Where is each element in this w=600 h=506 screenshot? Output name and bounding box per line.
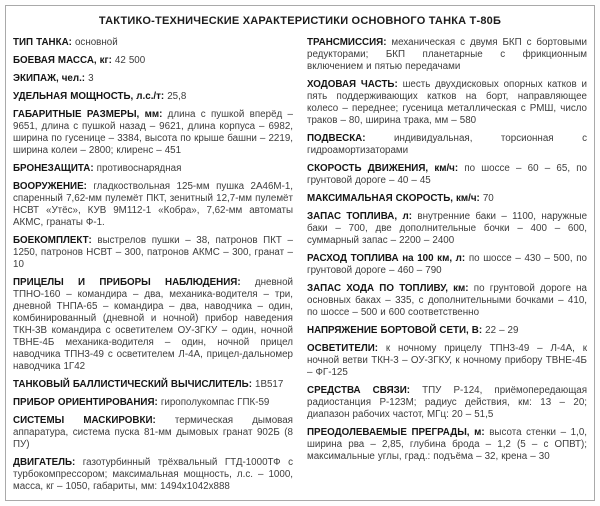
spec-value: ТПУ Р-124, приёмопередающая радиостанция Р-123М; радиус действия, км: 13 – 20; диапазон рабочих частот, МГц: 20 – 51,5	[307, 385, 588, 420]
spec-item	[13, 109, 293, 157]
spec-value: 3	[88, 73, 94, 84]
spec-label: УДЕЛЬНАЯ МОЩНОСТЬ, л.с./т:	[13, 91, 165, 102]
spec-value: газотурбинный трёхвальный ГТД-1000ТФ с турбокомпрессором; максимальная мощность, л.с. – 1000, масса, кг – 1050, габариты, мм: 1494х1042х888	[13, 457, 293, 492]
spec-value: 70	[482, 193, 494, 204]
spec-label: СИСТЕМЫ МАСКИРОВКИ:	[13, 415, 156, 426]
spec-item	[13, 457, 293, 493]
spec-label: ВООРУЖЕНИЕ:	[13, 181, 87, 192]
spec-item	[13, 73, 293, 85]
spec-value: по шоссе – 60 – 65, по грунтовой дороге – 40 – 45	[307, 163, 587, 186]
two-column-layout	[13, 37, 587, 499]
spec-label: СРЕДСТВА СВЯЗИ:	[307, 385, 411, 396]
spec-label: МАКСИМАЛЬНАЯ СКОРОСТЬ, км/ч:	[307, 193, 480, 204]
spec-value: гладкоствольная 125-мм пушка 2А46М-1, спаренный 7,62-мм пулемёт ПКТ, зенитный 12,7-мм пулемёт НСВТ «Утёс», КУВ 9М112-1 «Кобра», 7,62-мм автоматы АКМС, гранаты Ф-1.	[13, 181, 293, 228]
spec-item	[307, 163, 587, 187]
spec-label: ТИП ТАНКА:	[13, 37, 72, 48]
spec-label: ЗАПАС ТОПЛИВА, л:	[307, 211, 412, 222]
spec-label: БОЕКОМПЛЕКТ:	[13, 235, 92, 246]
spec-item	[307, 37, 587, 73]
spec-value: внутренние баки – 1100, наружные баки – 700, две дополнительные бочки – 400 – 600, суммарный запас – 2200 – 2400	[307, 211, 588, 246]
spec-item	[13, 55, 293, 67]
spec-value: длина с пушкой вперёд – 9651, длина с пушкой назад – 9621, длина корпуса – 6982, ширина по гусенице – 3384, высота по крыше башни – 2219, ширина колеи – 2800; клиренс – 451	[13, 109, 294, 156]
spec-item	[307, 343, 587, 379]
spec-label: ПОДВЕСКА:	[307, 133, 366, 144]
spec-item	[13, 379, 293, 391]
spec-label: ПРИЦЕЛЫ И ПРИБОРЫ НАБЛЮДЕНИЯ:	[13, 277, 241, 288]
spec-value: к ночному прицелу ТПН3-49 – Л-4А, к ночной ветви ТКН-3 – ОУ-3ГКУ, к ночному прибору ТВНЕ-4Б – ФГ-125	[307, 343, 587, 378]
spec-label: ТРАНСМИССИЯ:	[307, 37, 387, 48]
spec-value: высота стенки – 1,0, ширина рва – 2,85, глубина брода – 1,2 (5 – с ОПВТ); максимальные углы, град.: подъёма – 32, крена – 30	[307, 427, 587, 462]
spec-label: НАПРЯЖЕНИЕ БОРТОВОЙ СЕТИ, В:	[307, 325, 483, 336]
spec-value: дневной ТПНО-160 – командира – два, механика-водителя – три, дневной ТНПА-65 – командира – два, наводчика – один, комбинированный (дневной и ночной) прибор наведения ТКН-3В командира с осветителем ОУ-3ГКУ – один, ночной ТВНЕ-4Б механика-водителя – один, ночной прицел наводчика ТПН3-49 с осветителем Л-4А, прицел-дальномер наводчика 1Г42	[13, 277, 293, 372]
spec-item	[13, 277, 293, 373]
spec-label: ДВИГАТЕЛЬ:	[13, 457, 76, 468]
spec-value: 1В517	[255, 379, 284, 390]
spec-item	[307, 133, 587, 157]
spec-label: РАСХОД ТОПЛИВА на 100 км, л:	[307, 253, 466, 264]
spec-label: ОСВЕТИТЕЛИ:	[307, 343, 379, 354]
spec-value: по шоссе – 430 – 500, по грунтовой дороге – 460 – 790	[307, 253, 587, 276]
spec-item	[307, 283, 587, 319]
spec-value: противоснарядная	[96, 163, 182, 174]
spec-item	[13, 397, 293, 409]
left-column	[13, 37, 293, 499]
spec-item	[307, 325, 587, 337]
spec-value: по грунтовой дороге на основных баках – 335, с дополнительными бочками – 410, по шоссе – 500 и 600 соответственно	[307, 283, 588, 318]
spec-value: выстрелов пушки – 38, патронов ПКТ – 1250, патронов НСВТ – 300, патронов АКМС – 300, гранат – 10	[13, 235, 294, 270]
spec-value: гирополукомпас ГПК-59	[160, 397, 270, 408]
spec-value: шесть двухдисковых опорных катков и пять поддерживающих катков на борт, направляющее колесо – переднее; гусеница металлическая с РМШ, число траков – 80, ширина трака, мм – 580	[307, 79, 587, 126]
spec-item	[13, 181, 293, 229]
spec-label: ЭКИПАЖ, чел.:	[13, 73, 86, 84]
spec-item	[307, 211, 587, 247]
spec-value: 22 – 29	[485, 325, 519, 336]
spec-label: ЗАПАС ХОДА ПО ТОПЛИВУ, км:	[307, 283, 469, 294]
spec-label: ГАБАРИТНЫЕ РАЗМЕРЫ, мм:	[13, 109, 163, 120]
spec-item	[307, 193, 587, 205]
page-title: ТАКТИКО-ТЕХНИЧЕСКИЕ ХАРАКТЕРИСТИКИ ОСНОВНОГО ТАНКА Т-80Б	[98, 15, 502, 27]
spec-label: ТАНКОВЫЙ БАЛЛИСТИЧЕСКИЙ ВЫЧИСЛИТЕЛЬ:	[13, 379, 252, 390]
spec-item	[13, 91, 293, 103]
page-border-frame	[5, 5, 595, 501]
spec-label: БОЕВАЯ МАССА, кг:	[13, 55, 112, 66]
spec-item	[13, 235, 293, 271]
spec-label: ПРЕОДОЛЕВАЕМЫЕ ПРЕГРАДЫ, м:	[307, 427, 485, 438]
spec-item	[307, 385, 587, 421]
spec-item	[307, 427, 587, 463]
spec-item	[13, 163, 293, 175]
spec-label: ХОДОВАЯ ЧАСТЬ:	[307, 79, 398, 90]
spec-label: СКОРОСТЬ ДВИЖЕНИЯ, км/ч:	[307, 163, 459, 174]
spec-label: ПРИБОР ОРИЕНТИРОВАНИЯ:	[13, 397, 158, 408]
spec-item	[13, 415, 293, 451]
spec-value: 25,8	[167, 91, 187, 102]
spec-value: основной	[74, 37, 118, 48]
spec-value: 42 500	[114, 55, 146, 66]
spec-item	[307, 79, 587, 127]
spec-item	[13, 37, 293, 49]
spec-item	[307, 253, 587, 277]
spec-value: механическая с двумя БКП с бортовыми редукторами; БКП планетарные с фрикционным включением и пятью передачами	[307, 37, 587, 72]
spec-value: термическая дымовая аппаратура, система пуска 81-мм дымовых гранат 902Б (8 ПУ)	[13, 415, 293, 450]
spec-value: индивидуальная, торсионная с гидроамортизаторами	[307, 133, 587, 156]
right-column	[307, 37, 587, 469]
spec-label: БРОНЕЗАЩИТА:	[13, 163, 94, 174]
